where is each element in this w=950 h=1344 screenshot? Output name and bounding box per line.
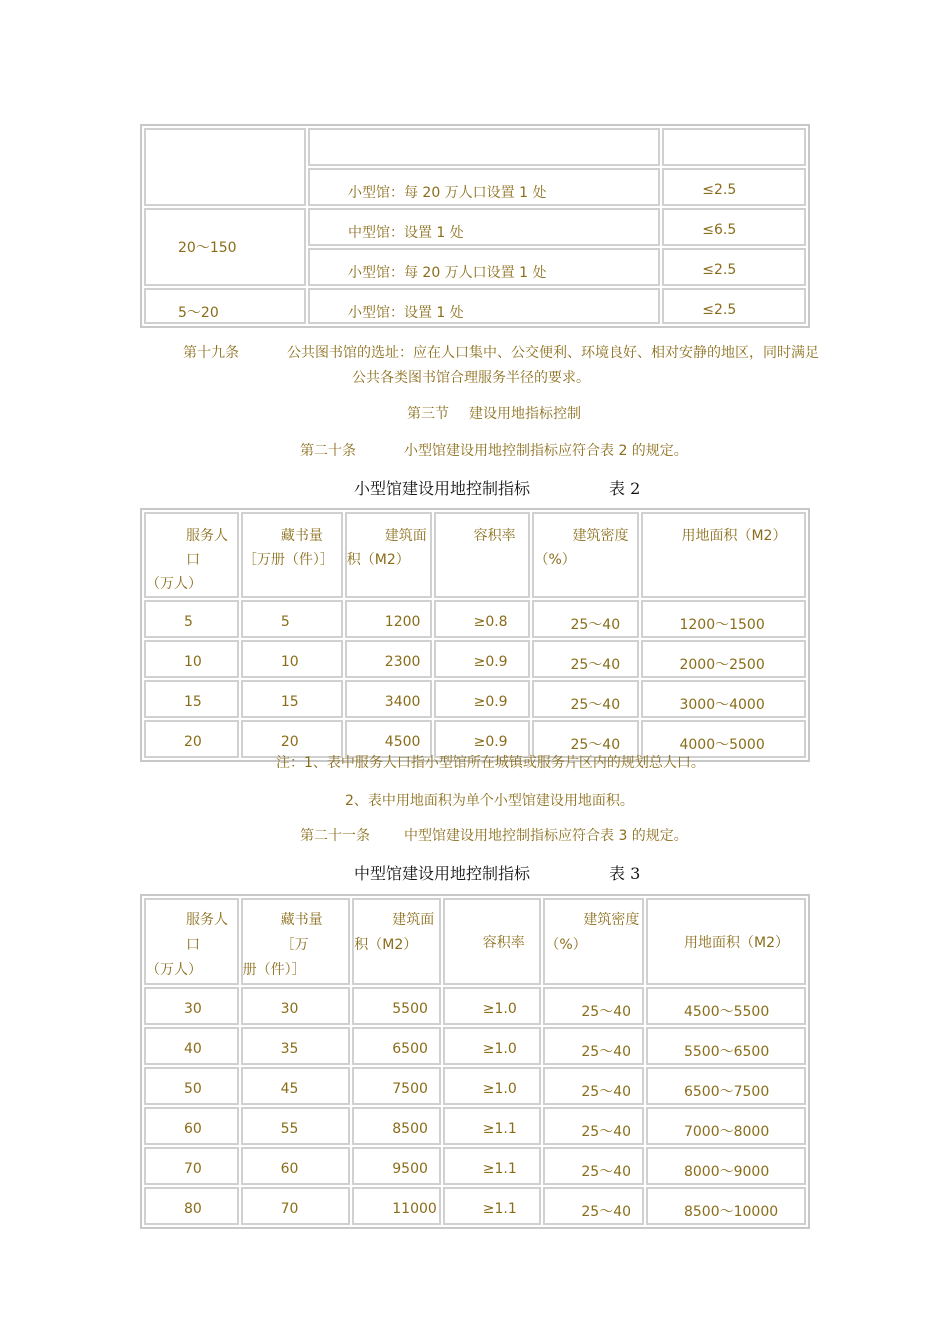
- table-cell: 6500: [352, 1027, 441, 1065]
- table-cell: ≥1.1: [443, 1147, 542, 1185]
- header-cell: 建筑面 积（M2）: [345, 512, 432, 598]
- section-3-title: 建设用地指标控制: [469, 406, 581, 422]
- table-row: [144, 1107, 806, 1145]
- radius-cell: ≤2.5: [662, 248, 806, 286]
- table-cell: ≥0.8: [434, 600, 531, 638]
- table-cell: 25～40: [543, 1107, 644, 1145]
- table-cell: 25～40: [543, 1147, 644, 1185]
- header-cell: 建筑密度 （%）: [532, 512, 639, 598]
- table-cell: 10: [144, 640, 239, 678]
- table-cell: 20: [144, 720, 239, 758]
- table-cell: ≥1.0: [443, 1067, 542, 1105]
- article-19-label: 第十九条: [183, 345, 239, 361]
- table-cell: 25～40: [543, 1067, 644, 1105]
- service-radius-table: [140, 124, 810, 328]
- table-cell: 10: [241, 640, 343, 678]
- table-cell: 4500～5500: [646, 987, 806, 1025]
- table-row: [144, 208, 806, 246]
- article-20-label: 第二十条: [300, 443, 356, 459]
- header-cell: 容积率: [443, 898, 542, 985]
- note-1: 注：1、表中服务人口指小型馆所在城镇或服务片区内的规划总人口。: [276, 755, 705, 771]
- service-cell: 中型馆：设置 1 处: [308, 208, 660, 246]
- table-cell: ≥0.9: [434, 720, 531, 758]
- table-cell: 45: [241, 1067, 351, 1105]
- population-cell: 20～150: [144, 208, 306, 286]
- article-19-line1: 公共图书馆的选址：应在人口集中、公交便利、环境良好、相对安静的地区，同时满足: [287, 345, 819, 361]
- header-cell: 容积率: [434, 512, 531, 598]
- header-cell: 服务人口 （万人）: [144, 512, 239, 598]
- table-cell: 60: [144, 1107, 239, 1145]
- table-cell: 25～40: [532, 720, 639, 758]
- header-cell: 用地面积（M2）: [646, 898, 806, 985]
- table-cell: 35: [241, 1027, 351, 1065]
- table-cell: 7000～8000: [646, 1107, 806, 1145]
- table-cell: 25～40: [543, 1027, 644, 1065]
- table-3-tag: 表 3: [609, 864, 641, 883]
- table-cell: 25～40: [532, 640, 639, 678]
- article-19-line2: 公共各类图书馆合理服务半径的要求。: [352, 370, 590, 386]
- table-row: [144, 987, 806, 1025]
- table-cell: 5: [241, 600, 343, 638]
- note-2: 2、表中用地面积为单个小型馆建设用地面积。: [345, 793, 634, 809]
- table-row: [144, 600, 806, 638]
- header-cell: 藏书量［万 册（件）］: [241, 898, 351, 985]
- table-2-title: 小型馆建设用地控制指标: [354, 479, 531, 498]
- table-row: [144, 1187, 806, 1225]
- table-cell: 15: [241, 680, 343, 718]
- table-cell: 25～40: [543, 987, 644, 1025]
- radius-cell: ≤2.5: [662, 288, 806, 324]
- table-cell: 3000～4000: [641, 680, 806, 718]
- table-cell: 5: [144, 600, 239, 638]
- table-header-row: [144, 512, 806, 598]
- table-cell: 4500: [345, 720, 432, 758]
- table-cell: 5500～6500: [646, 1027, 806, 1065]
- population-cell: 5～20: [144, 288, 306, 324]
- table-cell: [662, 128, 806, 166]
- table-cell: 25～40: [532, 600, 639, 638]
- table-row: [144, 128, 806, 166]
- service-cell: 小型馆：设置 1 处: [308, 288, 660, 324]
- table-cell: 20: [241, 720, 343, 758]
- header-cell: 建筑面 积（M2）: [352, 898, 441, 985]
- table-cell: [144, 128, 306, 206]
- table-cell: 2000～2500: [641, 640, 806, 678]
- table-row: [144, 1147, 806, 1185]
- table-cell: 4000～5000: [641, 720, 806, 758]
- table-cell: 8500～10000: [646, 1187, 806, 1225]
- table-cell: 1200: [345, 600, 432, 638]
- table-row: [144, 288, 806, 324]
- table-row: [144, 1067, 806, 1105]
- header-cell: 服务人口 （万人）: [144, 898, 239, 985]
- table-cell: 30: [144, 987, 239, 1025]
- section-3-label: 第三节: [407, 406, 449, 422]
- table-row: [144, 1027, 806, 1065]
- table-cell: 7500: [352, 1067, 441, 1105]
- table-cell: 25～40: [543, 1187, 644, 1225]
- radius-cell: ≤2.5: [662, 168, 806, 206]
- table-cell: ≥1.1: [443, 1107, 542, 1145]
- table-cell: ≥1.0: [443, 1027, 542, 1065]
- table-3-title: 中型馆建设用地控制指标: [354, 864, 531, 883]
- table-header-row: [144, 898, 806, 985]
- medium-library-table: [140, 894, 810, 1229]
- header-cell: 用地面积（M2）: [641, 512, 806, 598]
- article-21-text: 中型馆建设用地控制指标应符合表 3 的规定。: [404, 828, 688, 844]
- table-cell: 8000～9000: [646, 1147, 806, 1185]
- table-2-tag: 表 2: [609, 479, 641, 498]
- service-cell: 小型馆：每 20 万人口设置 1 处: [308, 248, 660, 286]
- service-cell: 小型馆：每 20 万人口设置 1 处: [308, 168, 660, 206]
- table-cell: ≥0.9: [434, 640, 531, 678]
- header-cell: 建筑密度 （%）: [543, 898, 644, 985]
- table-cell: 25～40: [532, 680, 639, 718]
- table-row: [144, 680, 806, 718]
- table-cell: 50: [144, 1067, 239, 1105]
- article-21-label: 第二十一条: [300, 828, 370, 844]
- header-cell: 藏书量 ［万册（件）］: [241, 512, 343, 598]
- table-cell: 15: [144, 680, 239, 718]
- table-cell: 8500: [352, 1107, 441, 1145]
- article-20-text: 小型馆建设用地控制指标应符合表 2 的规定。: [404, 443, 688, 459]
- radius-cell: ≤6.5: [662, 208, 806, 246]
- table-cell: 70: [144, 1147, 239, 1185]
- table-cell: 3400: [345, 680, 432, 718]
- table-cell: ≥0.9: [434, 680, 531, 718]
- table-cell: 5500: [352, 987, 441, 1025]
- table-cell: 70: [241, 1187, 351, 1225]
- table-cell: 11000: [352, 1187, 441, 1225]
- small-library-table: [140, 508, 810, 762]
- table-cell: 6500～7500: [646, 1067, 806, 1105]
- table-cell: 2300: [345, 640, 432, 678]
- table-cell: [308, 128, 660, 166]
- table-cell: ≥1.1: [443, 1187, 542, 1225]
- table-cell: 1200～1500: [641, 600, 806, 638]
- table-cell: 40: [144, 1027, 239, 1065]
- table-cell: 60: [241, 1147, 351, 1185]
- table-cell: 30: [241, 987, 351, 1025]
- table-cell: 80: [144, 1187, 239, 1225]
- table-cell: 9500: [352, 1147, 441, 1185]
- table-cell: ≥1.0: [443, 987, 542, 1025]
- table-row: [144, 640, 806, 678]
- table-cell: 55: [241, 1107, 351, 1145]
